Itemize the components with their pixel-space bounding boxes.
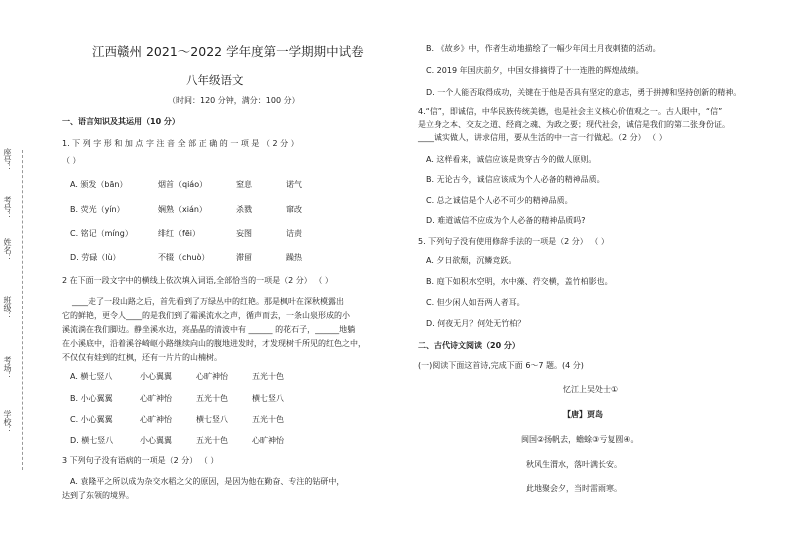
option-cell: B. 小心翼翼 [70,394,113,403]
option-cell: 娴熟（xián） [158,205,207,214]
option-cell: 烟首（qiáo） [158,180,208,189]
exam-title: 江西赣州 2021～2022 学年度第一学期期中试卷 [92,44,364,59]
q5-option-b: B. 庭下如积水空明，水中藻、荇交横，盖竹柏影也。 [426,277,613,286]
binding-line [22,150,23,470]
option-cell: 五光十色 [196,394,228,403]
q5-option-c: C. 但少闲人如吾两人者耳。 [426,298,525,307]
option-cell: C. 铭记（míng） [70,229,133,238]
option-cell: 不辍（chuò） [158,253,210,262]
q3-option-a: A. 袁隆平之所以成为杂交水稻之父的原因，是因为他在勤奋、专注的钻研中， [70,477,345,486]
option-cell: D. 劳碌（lù） [70,253,121,262]
poem-line: 秋风生渭水，落叶满长安。 [526,460,622,469]
option-cell: 妄图 [236,229,252,238]
option-cell: 小心翼翼 [140,372,172,381]
option-cell: 心旷神怡 [252,436,284,445]
option-cell: 杀戮 [236,205,252,214]
q3-option-a-cont: 达到了东领的境界。 [62,491,134,500]
q4-option-b: B. 无论古今，诚信应该成为个人必备的精神品质。 [426,175,605,184]
option-cell: 横七竖八 [252,394,284,403]
section-2-heading: 二、古代诗文阅读（20 分） [418,341,520,350]
q2-passage-line: ____走了一段山路之后，首先看到了万绿丛中的红艳。那是枫叶在深秋模露出 [72,297,344,306]
q3-option-b: B. 《故乡》中，作者生动地描绘了一幅少年闰土月夜刺猹的活动。 [426,44,661,53]
option-cell: 五光十色 [252,415,284,424]
q4-stem: 4.“信”，即诚信，中华民族传统美德，也是社会主义核心价值观之一。古人眼中，“信” [418,107,723,116]
name-label: 姓名： [3,238,12,262]
q3-option-c: C. 2019 年国庆前夕，中国女排摘得了十一连胜的辉煌战绩。 [426,66,644,75]
poem-author: 【唐】贾岛 [563,410,603,419]
class-label: 班级： [3,296,12,320]
q4-option-d: D. 难道诚信不应成为个人必备的精神品质吗? [426,216,586,225]
option-cell: 小心翼翼 [140,436,172,445]
q5-stem: 5. 下列句子没有使用修辞手法的一项是（2 分） （ ） [418,237,609,246]
q4-stem-cont: ____诚实做人，讲求信用，要从生活的中一言一行做起。（2 分） （ ） [418,133,667,142]
option-cell: 心旷神怡 [196,372,228,381]
option-cell: 窒息 [236,180,252,189]
q3-option-d: D. 一个人能否取得成功，关键在于他是否具有坚定的意志，勇于拼搏和坚持创新的精神。 [426,88,742,97]
option-cell: D. 横七竖八 [70,436,114,445]
option-cell: C. 小心翼翼 [70,415,113,424]
seat-label: 座号： [3,148,12,172]
option-cell: A. 横七竖八 [70,372,113,381]
exam-meta: （时间：120 分钟，满分：100 分） [168,96,300,105]
poem-title: 忆江上吴处士① [563,385,619,394]
q2-passage-line: 溪流淌在我们脚边。静坐溪水边，亮晶晶的清波中有 ______ 的花石子，______地躺 [62,325,356,334]
option-cell: 心旷神怡 [140,394,172,403]
q5-option-a: A. 夕日欲颓，沉鳞竞跃。 [426,256,517,265]
section-1-heading: 一、语言知识及其运用（10 分） [62,117,180,126]
q2-passage-line: 在小溪底中，沿着溪谷崎岖小路继续向山的腹地进发时，才发现树千所见的红色之中， [62,339,366,348]
option-cell: 心旷神怡 [140,415,172,424]
option-cell: 横七竖八 [196,415,228,424]
q1-answer-blank: （ ） [62,156,81,165]
option-cell: 诘责 [286,229,302,238]
q2-passage-line: 不仅仅有娃到的红枫，还有一片片的山楠树。 [62,353,222,362]
option-cell: 窜改 [286,205,302,214]
q3-stem: 3 下列句子没有语病的一项是（2 分） （ ） [62,456,219,465]
option-cell: B. 荧光（yín） [70,205,125,214]
q4-stem-cont: 是立身之本、交友之道、经商之魂、为政之要；现代社会，诚信是我们的第二张身份证。 [418,120,730,129]
q4-option-a: A. 这样看来，诚信应该是贵穿古今的做人原则。 [426,155,597,164]
poem-line: 闽国②扬帆去，蟾蜍③亏复圆④。 [521,435,639,444]
q1-stem: 1. 下 列 字 形 和 加 点 字 注 音 全 部 正 确 的 一 项 是 （ 2 分 ） [62,139,299,148]
reading-instruction: (一)阅读下面这首诗,完成下面 6～7 题。(4 分) [418,361,584,370]
q4-option-c: C. 总之诚信是个人必不可少的精神品质。 [426,196,573,205]
poem-line: 此地聚会夕，当时雷雨寒。 [526,484,622,493]
option-cell: 躁热 [286,253,302,262]
q5-option-d: D. 何夜无月？何处无竹柏？ [426,319,526,328]
subject-title: 八年级语文 [186,73,244,87]
option-cell: 五光十色 [252,372,284,381]
school-label: 学校： [3,410,12,434]
option-cell: 诺气 [286,180,302,189]
option-cell: 绯红（fēi） [158,229,200,238]
room-label: 考场： [3,356,12,380]
option-cell: 五光十色 [196,436,228,445]
q2-stem: 2 在下面一段文字中的横线上依次填入词语,全部恰当的一项是（2 分） （ ） [62,276,333,285]
q2-passage-line: 它的鲜艳，更令人____的是我们到了霜溪流水之声，循声而去，一条山泉形成的小 [62,311,350,320]
option-row: A. 颁发（bān） [70,180,128,189]
exam-id-label: 考号： [3,196,12,220]
option-cell: 滞留 [236,253,252,262]
